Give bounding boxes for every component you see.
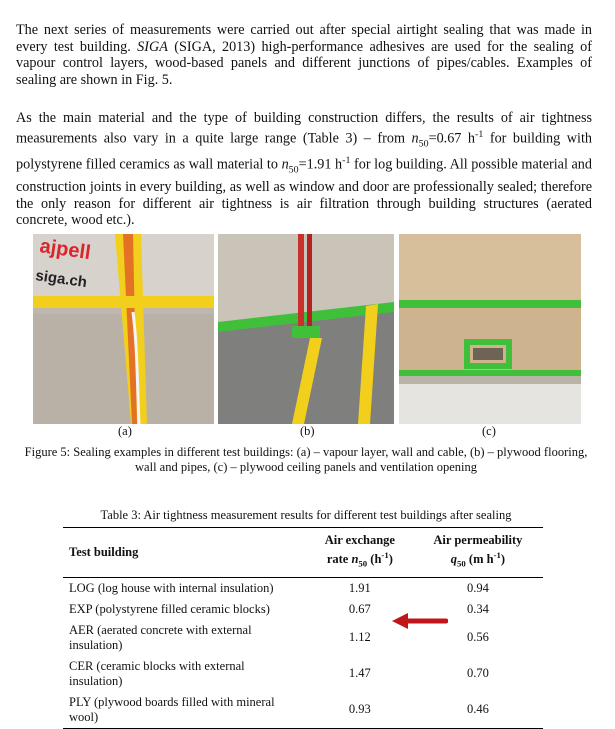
photo-c-label: (c) xyxy=(482,424,496,438)
header-n-close: ) xyxy=(388,552,393,567)
header-n-superscript: -1 xyxy=(381,550,389,560)
table-row xyxy=(63,620,543,656)
n-symbol: n xyxy=(411,130,419,147)
header-n-symbol: n xyxy=(351,552,359,567)
cell-q50: 0.34 xyxy=(466,601,489,616)
photo-b-image xyxy=(218,234,394,424)
cell-n50: 0.67 xyxy=(348,601,371,616)
paragraph2-text-c: for log building. All possible material and construction joints in every building, as well as window and door are professionally sealed; therefore the only reason for different air tightness is air filtration through building structures (aerated concrete, wood etc.). xyxy=(16,156,592,229)
table-header-row xyxy=(63,528,543,578)
paragraph2-text-a: As the main material and the type of building construction differs, the results of air tightness measurements also vary in a quite large range (Table 3) – from xyxy=(16,110,592,147)
header-air-exchange xyxy=(307,528,413,578)
header-test-building: Test building xyxy=(69,544,139,559)
cell-q50: 0.46 xyxy=(466,702,489,717)
photo-ceiling-panels xyxy=(399,234,581,424)
paragraph-sealing-intro xyxy=(16,22,592,88)
header-q-unit: (m h xyxy=(465,552,494,567)
photo-c-image xyxy=(399,234,581,424)
red-arrow-annotation xyxy=(392,611,448,631)
value-min: =0.67 h xyxy=(428,130,476,147)
superscript-minus-one: -1 xyxy=(342,154,351,166)
table-caption: Table 3: Air tightness measurement results for different test buildings after sealing xyxy=(100,508,512,522)
header-q-subscript: 50 xyxy=(457,558,466,569)
cell-building: LOG (log house with internal insulation) xyxy=(69,580,274,595)
n-symbol: n xyxy=(281,156,289,173)
header-rate-word: rate xyxy=(326,552,352,567)
cell-n50: 1.91 xyxy=(348,580,371,595)
cell-n50: 0.93 xyxy=(348,702,371,717)
photo-b-label: (b) xyxy=(300,424,315,438)
subscript-50: 50 xyxy=(288,164,299,176)
photo-a-image xyxy=(33,234,214,424)
header-air-permeability-line1: Air permeability xyxy=(433,533,523,547)
photo-vapour-layer xyxy=(33,234,214,424)
table-row xyxy=(63,656,543,692)
air-tightness-table xyxy=(63,527,543,729)
figure-caption: Figure 5: Sealing examples in different test buildings: (a) – vapour layer, wall and cable, (b) – plywood flooring, wall and pipes, (c) – plywood ceiling panels and ventilation opening xyxy=(24,445,588,474)
tape-brand-text: ajpell xyxy=(38,235,93,265)
photo-a-label: (a) xyxy=(118,424,132,438)
table-row xyxy=(63,599,543,620)
tape-website-text: siga.ch xyxy=(34,267,88,292)
paragraph1-text-b: (SIGA, 2013) high-performance adhesives are used for the sealing of vapour control layers, wood-based panels and different junctions of pipes/cables. Examples of sealing are shown in Fig. 5. xyxy=(16,38,592,88)
value-max: =1.91 h xyxy=(298,156,343,173)
cell-n50: 1.12 xyxy=(348,630,371,645)
paragraph-results-discussion xyxy=(16,110,592,229)
paragraph1-text-a: The next series of measurements were carried out after special airtight sealing that was made in every test building. xyxy=(16,22,592,55)
cell-building: EXP (polystyrene filled ceramic blocks) xyxy=(69,601,270,616)
header-q-symbol: q xyxy=(450,552,458,567)
header-air-exchange-line1: Air exchange xyxy=(324,533,395,547)
table-row xyxy=(63,577,543,599)
subscript-50: 50 xyxy=(418,138,429,150)
header-q-close: ) xyxy=(500,552,506,567)
superscript-minus-one: -1 xyxy=(475,128,484,140)
cell-n50: 1.47 xyxy=(348,666,371,681)
cell-building: CER (ceramic blocks with external insulation) xyxy=(69,658,245,688)
table-row xyxy=(63,692,543,729)
cell-q50: 0.70 xyxy=(466,666,489,681)
cell-q50: 0.56 xyxy=(466,630,489,645)
header-n-subscript: 50 xyxy=(358,558,368,569)
header-q-superscript: -1 xyxy=(493,550,501,560)
header-air-permeability xyxy=(413,528,543,578)
paragraph2-text-b: for building with polystyrene filled ceramics as wall material to xyxy=(16,130,592,173)
cell-building: PLY (plywood boards filled with mineral wool) xyxy=(69,694,275,724)
siga-italic: SIGA xyxy=(137,38,168,55)
cell-q50: 0.94 xyxy=(466,580,489,595)
header-n-unit: (h xyxy=(367,552,382,567)
cell-building: AER (aerated concrete with external insulation) xyxy=(69,622,252,652)
photo-plywood-flooring xyxy=(218,234,394,424)
